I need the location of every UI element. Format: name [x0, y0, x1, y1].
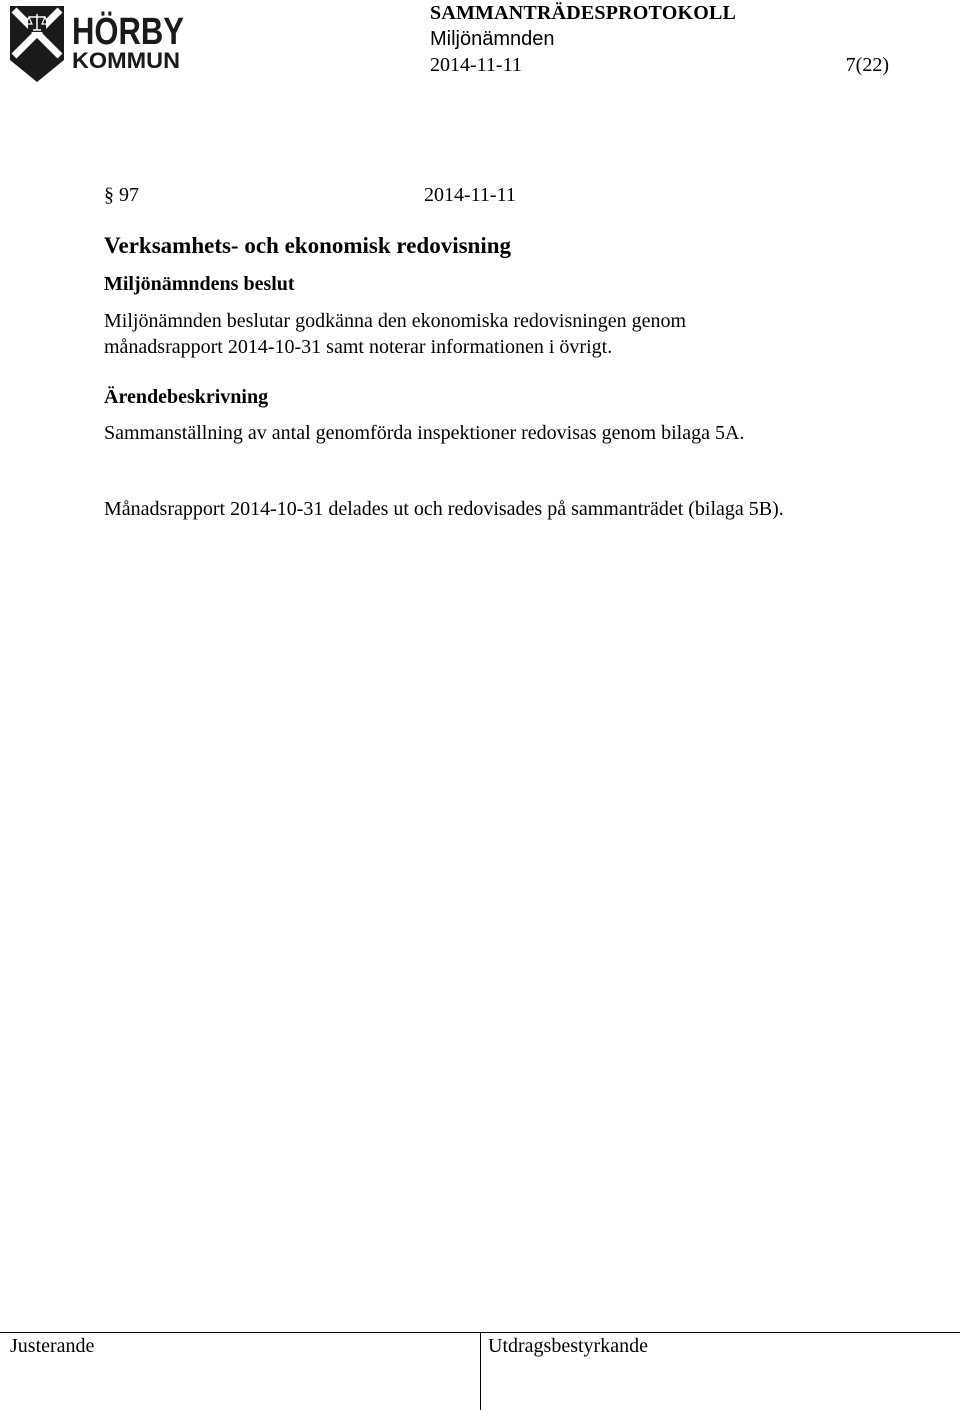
decision-heading: Miljönämndens beslut	[104, 273, 295, 295]
description-paragraph-1: Sammanställning av antal genomförda inspektioner redovisas genom bilaga 5A.	[104, 422, 745, 444]
page-title: Verksamhets- och ekonomisk redovisning	[104, 233, 512, 258]
logo-line-2: KOMMUN	[72, 48, 180, 73]
board-name: Miljönämnden	[430, 28, 555, 50]
paragraph-symbol: §	[104, 184, 114, 206]
paragraph-date: 2014-11-11	[424, 184, 516, 206]
description-heading: Ärendebeskrivning	[104, 386, 269, 408]
footer-justerande-label: Justerande	[10, 1335, 95, 1357]
footer-utdragsbestyrkande-label: Utdragsbestyrkande	[488, 1335, 648, 1357]
logo-line-1: HÖRBY	[72, 11, 210, 53]
footer-divider	[480, 1332, 481, 1410]
description-paragraph-2: Månadsrapport 2014-10-31 delades ut och redovisades på sammanträdet (bilaga 5B).	[104, 498, 784, 520]
horby-kommun-logo	[8, 4, 210, 84]
page-number: 7(22)	[845, 54, 889, 76]
paragraph-number	[104, 184, 139, 207]
document-type: SAMMANTRÄDESPROTOKOLL	[430, 2, 737, 24]
decision-text: Miljönämnden beslutar godkänna den ekonomiska redovisningen genom månadsrapport 2014-10-31 samt noterar informationen i övrigt.	[104, 310, 687, 358]
meeting-date: 2014-11-11	[430, 54, 522, 76]
municipal-coat-of-arms-icon	[10, 6, 64, 82]
paragraph-number-value: 97	[119, 184, 139, 206]
